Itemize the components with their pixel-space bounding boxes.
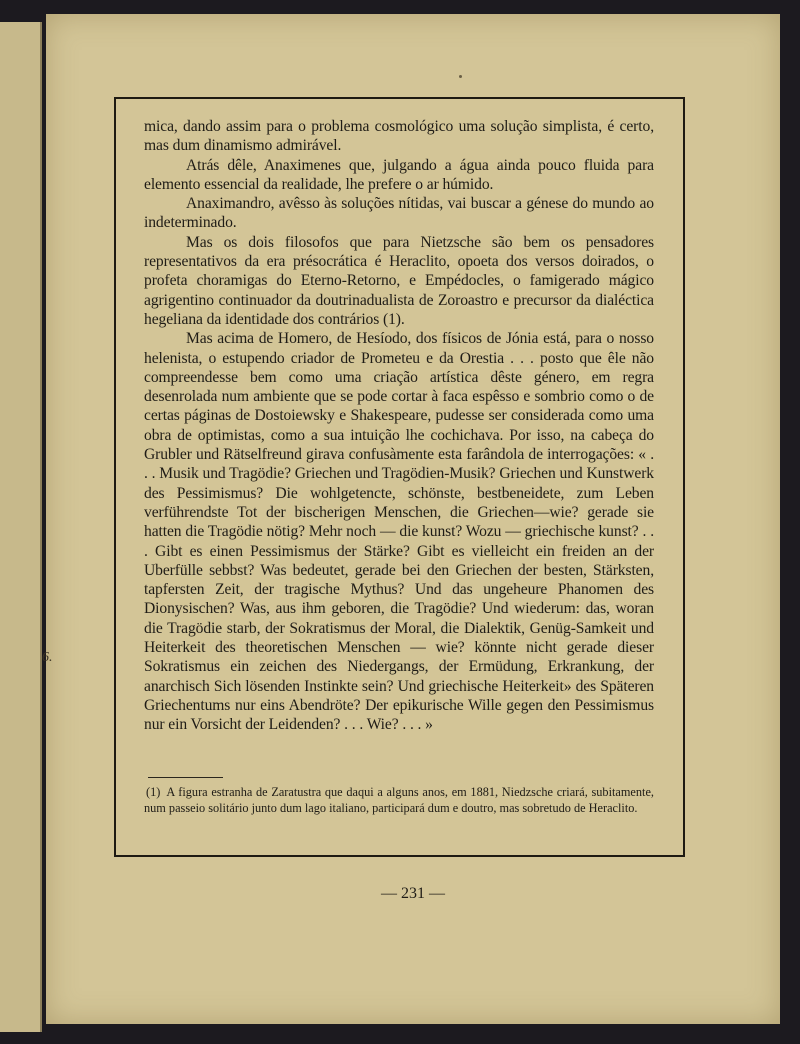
margin-mark: 6.	[42, 650, 53, 665]
page-number: — 231 —	[381, 885, 445, 902]
book-page	[42, 14, 780, 1024]
paragraph-1: mica, dando assim para o problema cosmológico uma solução simplista, é certo, mas dum dinamismo admirável.	[144, 118, 654, 155]
paragraph-3: Anaximandro, avêsso às soluções nítidas, vai buscar a génese do mundo ao indeterminado.	[144, 195, 654, 232]
footnote-marker: (1)	[146, 785, 161, 799]
footnote-text: A figura estranha de Zaratustra que daqui a alguns anos, em 1881, Niedzsche criará, subitamente, num passeio solitário junto dum lago italiano, participará dum e doutro, mas sobretudo de Heraclito.	[144, 785, 654, 815]
body-text	[144, 117, 654, 735]
paragraph-5: Mas acima de Homero, de Hesíodo, dos físicos de Jónia está, para o nosso helenista, o estupendo criador de Prometeu e da Orestia . . . posto que êle não compreendesse bem como uma criação artística dêste género, em regra desenrolada num ambiente que se pode cortar à faca espêsso e sombrio como o de certas páginas de Dostoiewsky e Shakespeare, pudesse ser considerada como uma obra de optimistas, como a sua intuição lhe cochichava. Por isso, na cabeça do Grubler und Rätselfreund girava confusàmente esta farândola de interrogações: « . . . Musik und Tragödie? Griechen und Tragödien-Musik? Griechen und Kunstwerk des Pessimismus? Die wohlgetencte, schönste, bestbeneidete, zum Leben verführendste Tot der bischerigen Menschen, die Griechen—wie? gerade sie hatten die Tragödie nötig? Mehr noch — die kunst? Wozu — griechische kunst? . . . Gibt es einen Pessimismus der Stärke? Gibt es vielleicht ein freiden an der Uberfülle sebbst? Was bedeutet, gerade bei den Griechen der besten, Stärksten, tapfersten Zeit, der tragische Mythus? Und das ungeheure Phanomen des Dionysischen? Was, aus ihm geboren, die Tragödie? Und wiederum: das, woran die Tragödie starb, der Sokratismus der Moral, die Dialektik, Genüg-Samkeit und Heiterkeit des theoretischen Menschen — wie? könnte nicht gerade dieser Sokratismus ein zeichen des Niedergangs, der Ermüdung, Erkrankung, der anarchisch Sich lösenden Instinkte sein? Und griechische Heiterkeit» des Späteren Griechentums nur eins Abendröte? Der epikurische Wille gegen den Pessimismus nur ein Vorsicht der Leidenden? . . . Wie? . . . »	[144, 330, 654, 734]
footnote	[144, 785, 654, 816]
paragraph-4: Mas os dois filosofos que para Nietzsche são bem os pensadores representativos da era présocrática é Heraclito, opoeta dos versos doirados, o profeta choramigas do Eterno-Retorno, e Empédocles, o famigerado mágico agrigentino continuador da doutrinadualista de Zoroastro e precursor da dialéctica hegeliana da identidade dos contrários (1).	[144, 233, 654, 328]
facing-page-edge	[0, 22, 42, 1032]
paper-speck	[459, 75, 462, 78]
paragraph-2: Atrás dêle, Anaximenes que, julgando a água ainda pouco fluida para elemento essencial da realidade, lhe prefere o ar húmido.	[144, 156, 654, 193]
footnote-rule	[148, 777, 223, 778]
